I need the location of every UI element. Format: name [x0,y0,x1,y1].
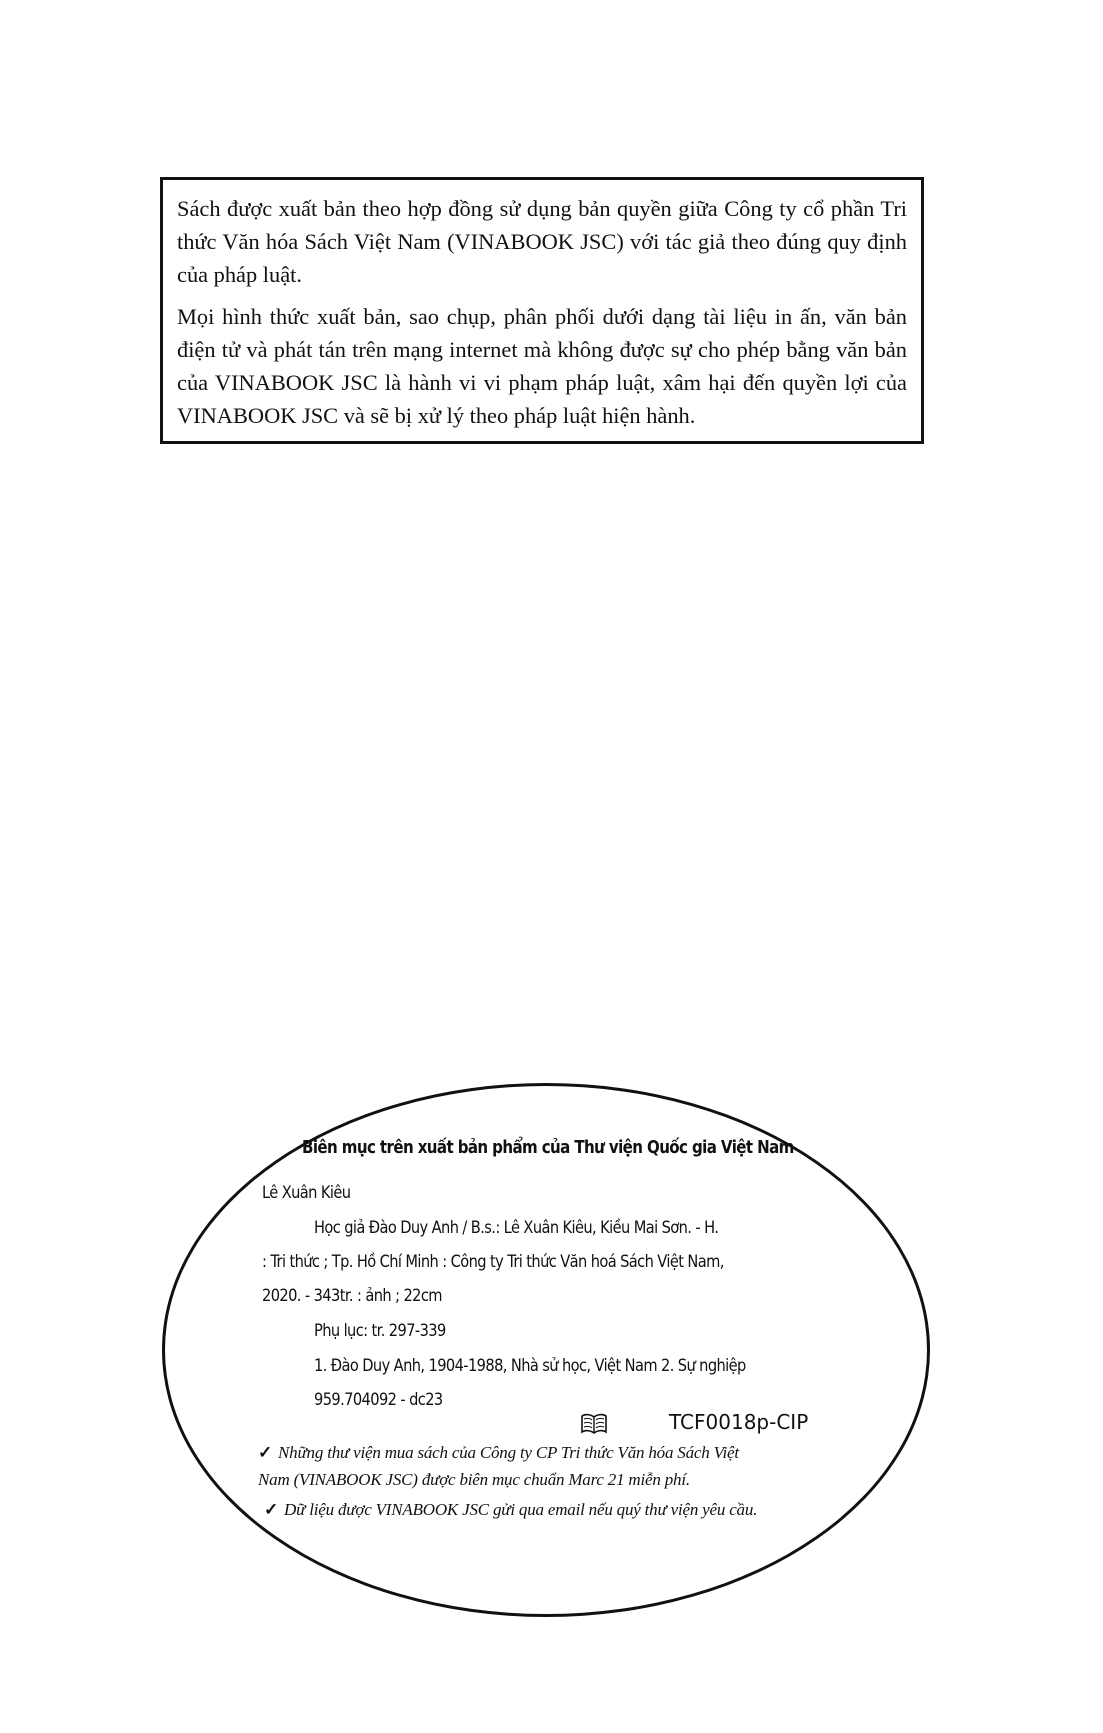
copyright-paragraph-1: Sách được xuất bản theo hợp đồng sử dụng bản quyền giữa Công ty cổ phần Tri thức Văn hóa Sách Việt Nam (VINABOOK JSC) với tác giả theo đúng quy định của pháp luật. [177,196,907,287]
cip-description-line-3: 2020. - 343tr. : ảnh ; 22cm [262,1286,442,1306]
open-book-icon [580,1413,608,1435]
cip-classification: 959.704092 - dc23 [314,1390,443,1410]
cip-code: TCF0018p-CIP [669,1410,809,1434]
check-mark-icon: ✓ [258,1443,273,1462]
copyright-paragraph-2: Mọi hình thức xuất bản, sao chụp, phân phối dưới dạng tài liệu in ấn, văn bản điện tử và phát tán trên mạng internet mà không được sự cho phép bằng văn bản của VINABOOK JSC là hành vi vi phạm pháp luật, xâm hại đến quyền lợi của VINABOOK JSC và sẽ bị xử lý theo pháp luật hiện hành. [177,304,907,428]
cip-appendix: Phụ lục: tr. 297-339 [314,1321,446,1341]
check-mark-icon: ✓ [264,1500,279,1519]
cip-note-1-line-2: Nam (VINABOOK JSC) được biên mục chuẩn Marc 21 miễn phí. [258,1470,690,1489]
cip-description-line-1: Học giả Đào Duy Anh / B.s.: Lê Xuân Kiêu, Kiều Mai Sơn. - H. [314,1218,719,1238]
cip-note-2: ✓ Dữ liệu được VINABOOK JSC gửi qua email nếu quý thư viện yêu cầu. [264,1500,758,1519]
cip-subjects: 1. Đào Duy Anh, 1904-1988, Nhà sử học, Việt Nam 2. Sự nghiệp [314,1356,746,1376]
cip-author: Lê Xuân Kiêu [262,1183,351,1203]
cip-note-1-line-1: ✓ Những thư viện mua sách của Công ty CP Tri thức Văn hóa Sách Việt [258,1443,739,1462]
cip-description-line-2: : Tri thức ; Tp. Hồ Chí Minh : Công ty Tri thức Văn hoá Sách Việt Nam, [262,1252,724,1272]
cip-record-ellipse [162,1083,930,1617]
cip-heading: Biên mục trên xuất bản phẩm của Thư viện Quốc gia Việt Nam [302,1138,794,1158]
copyright-notice-box [160,177,924,444]
